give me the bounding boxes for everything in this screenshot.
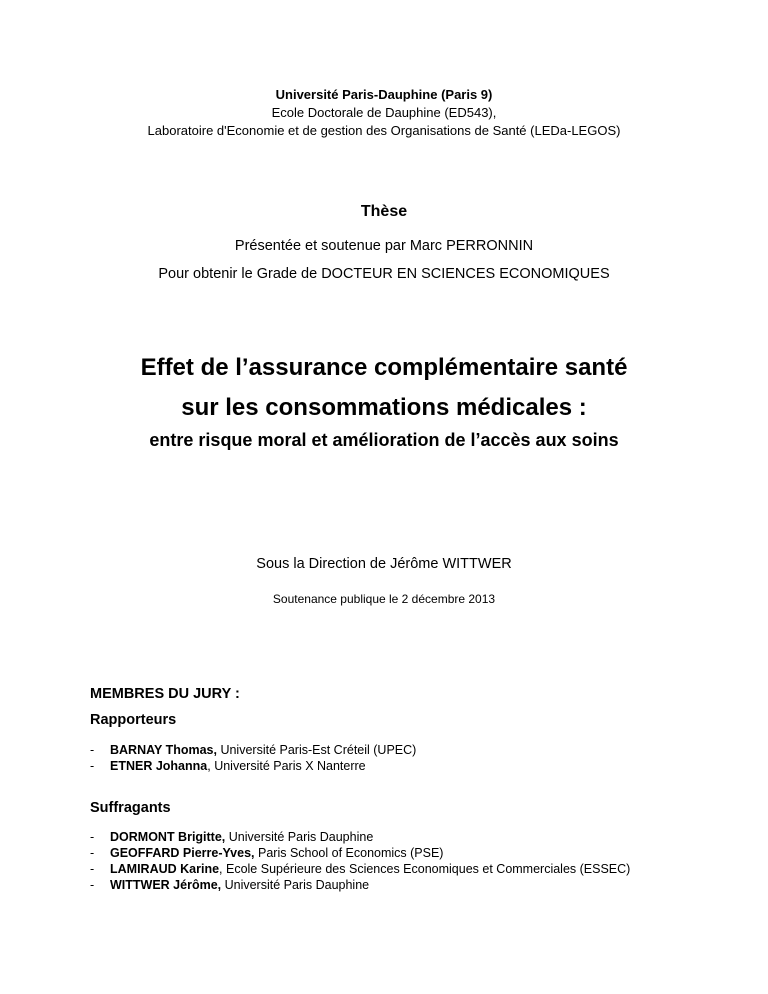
list-dash: - <box>90 846 95 860</box>
list-dash: - <box>90 830 95 844</box>
member-affiliation: , Université Paris X Nanterre <box>207 759 366 773</box>
list-item <box>90 758 416 774</box>
rapporteurs-list <box>90 742 416 774</box>
defense-date: Soutenance publique le 2 décembre 2013 <box>272 592 496 606</box>
member-name: ETNER Johanna <box>110 759 208 773</box>
thesis-subtitle: entre risque moral et amélioration de l’accès aux soins <box>149 430 619 450</box>
university-name: Université Paris-Dauphine (Paris 9) <box>275 87 493 102</box>
list-item <box>90 829 630 845</box>
list-dash: - <box>90 743 95 757</box>
member-name: WITTWER Jérôme, <box>110 878 222 892</box>
member-affiliation: Paris School of Economics (PSE) <box>254 846 444 860</box>
member-name: BARNAY Thomas, <box>110 743 217 757</box>
thesis-title-line-1: Effet de l’assurance complémentaire santé <box>140 354 628 381</box>
degree-grade: Pour obtenir le Grade de DOCTEUR EN SCIENCES ECONOMIQUES <box>158 266 610 282</box>
rapporteurs-heading: Rapporteurs <box>90 712 177 728</box>
list-dash: - <box>90 862 95 876</box>
member-affiliation: , Ecole Supérieure des Sciences Economiques et Commerciales (ESSEC) <box>219 862 631 876</box>
doctoral-school: Ecole Doctorale de Dauphine (ED543), <box>271 105 497 120</box>
suffragants-heading: Suffragants <box>90 800 171 816</box>
member-name: LAMIRAUD Karine <box>110 862 220 876</box>
member-affiliation: Université Paris Dauphine <box>221 878 370 892</box>
member-affiliation: Université Paris-Est Créteil (UPEC) <box>216 743 417 757</box>
presented-by: Présentée et soutenue par Marc PERRONNIN <box>234 238 534 254</box>
list-dash: - <box>90 759 95 773</box>
laboratory-name: Laboratoire d'Economie et de gestion des Organisations de Santé (LEDa-LEGOS) <box>147 123 621 138</box>
list-item <box>90 845 630 861</box>
thesis-label: Thèse <box>360 203 408 220</box>
member-name: GEOFFARD Pierre-Yves, <box>110 846 255 860</box>
list-item <box>90 861 630 877</box>
suffragants-list <box>90 829 630 893</box>
list-item <box>90 742 416 758</box>
list-dash: - <box>90 878 95 892</box>
thesis-direction: Sous la Direction de Jérôme WITTWER <box>256 556 512 572</box>
member-affiliation: Université Paris Dauphine <box>225 830 374 844</box>
list-item <box>90 877 630 893</box>
member-name: DORMONT Brigitte, <box>110 830 226 844</box>
thesis-title-line-2: sur les consommations médicales : <box>181 394 587 421</box>
jury-heading: MEMBRES DU JURY : <box>90 686 240 702</box>
